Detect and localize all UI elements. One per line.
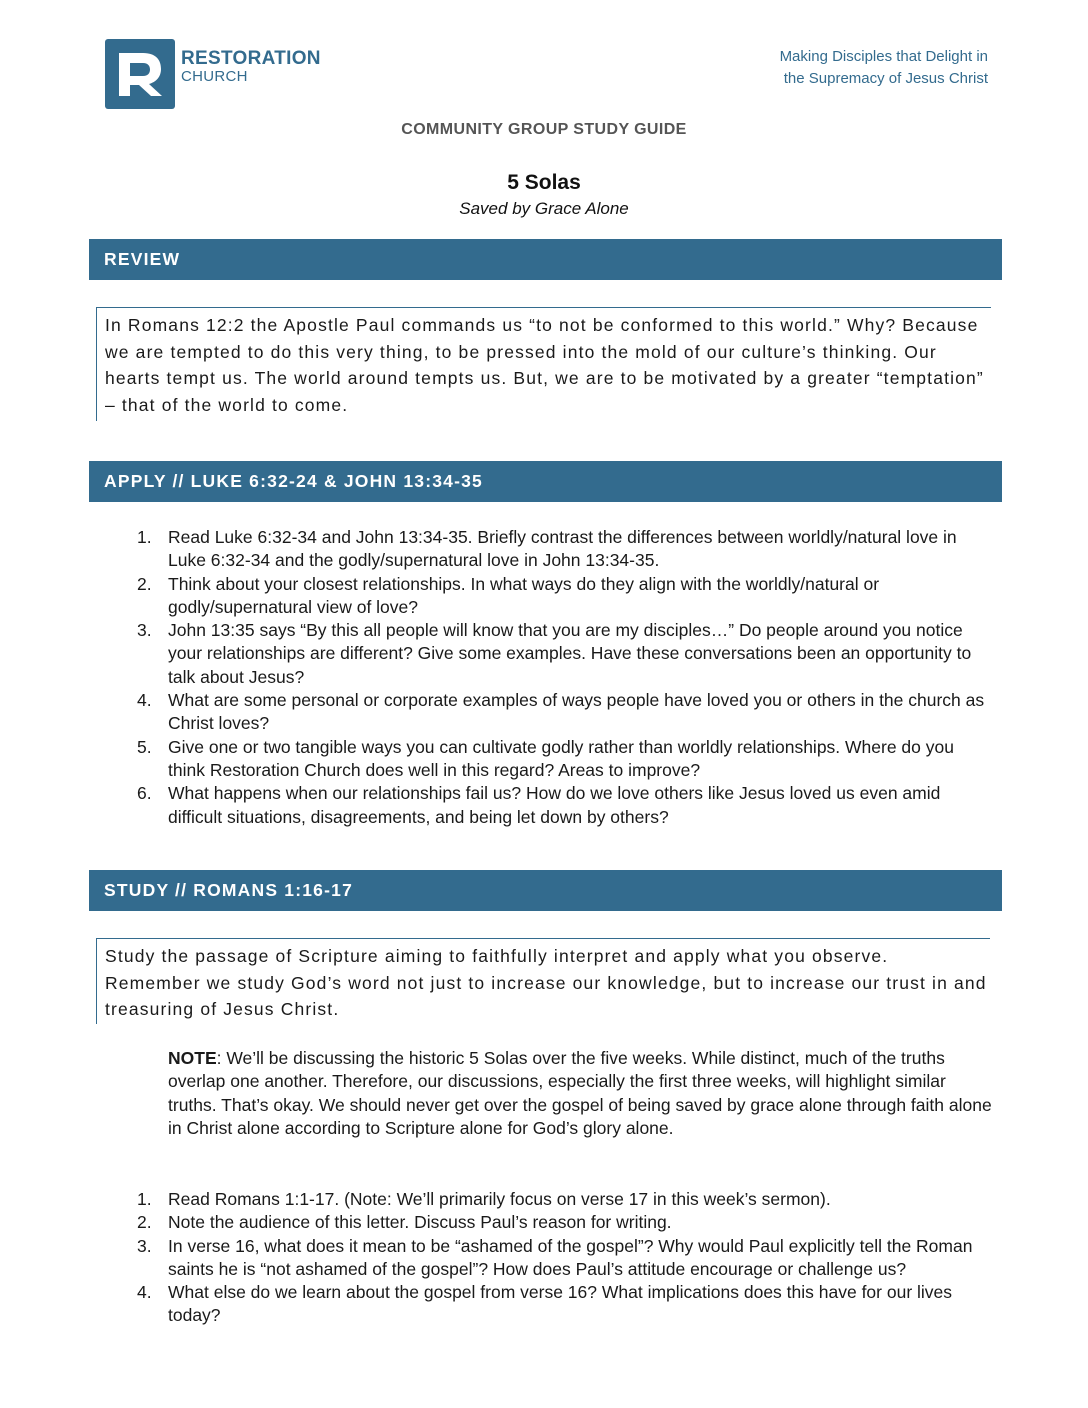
logo-r-icon [105, 39, 175, 109]
list-item [137, 1188, 987, 1211]
page-subtitle: Saved by Grace Alone [459, 199, 629, 218]
item-text: Think about your closest relationships. In what ways do they align with the worldly/natural or godly/supernatural view of love? [168, 573, 880, 617]
apply-heading: APPLY // LUKE 6:32-24 & JOHN 13:34-35 [89, 461, 1002, 502]
item-text: Read Romans 1:1-17. (Note: We’ll primarily focus on verse 17 in this week’s sermon). [168, 1189, 831, 1209]
item-text: Give one or two tangible ways you can cultivate godly rather than worldly relationships. Where do you think Restoration Church does well in this regard? Areas to improve? [168, 736, 954, 780]
study-heading: STUDY // ROMANS 1:16-17 [89, 870, 1002, 911]
study-intro: Study the passage of Scripture aiming to faithfully interpret and apply what you observe. Remember we study God’s word not just to increase our knowledge, but to increase our trust in and treasuring of Jesus Christ. [96, 938, 990, 1024]
item-number: 6. [137, 783, 152, 804]
list-item [137, 689, 987, 736]
review-heading: REVIEW [89, 239, 1002, 280]
apply-question-list [137, 526, 987, 829]
item-number: 3. [137, 620, 152, 641]
church-logo [105, 39, 175, 109]
brand-line-1: RESTORATION [181, 48, 321, 69]
item-number: 2. [137, 1212, 152, 1233]
item-text: What else do we learn about the gospel from verse 16? What implications does this have for our lives today? [168, 1282, 953, 1326]
item-text: In verse 16, what does it mean to be “ashamed of the gospel”? Why would Paul explicitly tell the Roman saints he is “not ashamed of the gospel”? How does Paul’s attitude encourage or challenge us? [168, 1235, 973, 1279]
tagline-line-2: the Supremacy of Jesus Christ [783, 70, 988, 87]
item-text: John 13:35 says “By this all people will know that you are my disciples…” Do people around you notice your relationships are different? Give some examples. Have these conversations been an opportunity to talk about Jesus? [168, 620, 972, 687]
page-title: 5 Solas [507, 171, 581, 194]
brand-line-2: CHURCH [181, 68, 248, 85]
guide-title: COMMUNITY GROUP STUDY GUIDE [401, 121, 687, 138]
tagline-line-1: Making Disciples that Delight in [779, 48, 988, 65]
item-number: 3. [137, 1235, 152, 1256]
item-number: 4. [137, 1282, 152, 1303]
item-text: What are some personal or corporate examples of ways people have loved you or others in the church as Christ loves? [168, 690, 985, 734]
item-text: Read Luke 6:32-34 and John 13:34-35. Briefly contrast the differences between worldly/natural love in Luke 6:32-34 and the godly/supernatural love in John 13:34-35. [168, 527, 957, 571]
item-number: 1. [137, 527, 152, 547]
item-text: Note the audience of this letter. Discuss Paul’s reason for writing. [168, 1212, 672, 1233]
note-text: : We’ll be discussing the historic 5 Solas over the five weeks. While distinct, much of the truths overlap one another. Therefore, our discussions, especially the first three weeks, will highlight similar truths. That’s okay. We should never get over the gospel of being saved by grace alone through faith alone in Christ alone according to Scripture alone for God’s glory alone. [168, 1048, 992, 1138]
note-label: NOTE [168, 1048, 217, 1068]
item-number: 4. [137, 690, 152, 711]
list-item [137, 619, 987, 689]
list-item [137, 1281, 987, 1328]
list-item [137, 736, 987, 783]
study-question-list [137, 1188, 987, 1328]
item-number: 2. [137, 573, 152, 594]
list-item [137, 526, 987, 573]
list-item [137, 1211, 987, 1234]
item-number: 5. [137, 736, 152, 757]
review-text: In Romans 12:2 the Apostle Paul commands us “to not be conformed to this world.” Why? Because we are tempted to do this very thing, to be pressed into the mold of our culture’s thinking. Our hearts tempt us. The world around tempts us. But, we are to be motivated by a greater “temptation” – that of the world to come. [96, 307, 991, 421]
tagline [688, 46, 988, 90]
brand-name [181, 48, 321, 84]
item-text: What happens when our relationships fail us? How do we love others like Jesus loved us even amid difficult situations, disagreements, and being let down by others? [168, 783, 941, 827]
list-item [137, 782, 987, 829]
list-item [137, 573, 987, 620]
item-number: 1. [137, 1189, 152, 1209]
list-item [137, 1235, 987, 1282]
study-note [168, 1047, 998, 1140]
